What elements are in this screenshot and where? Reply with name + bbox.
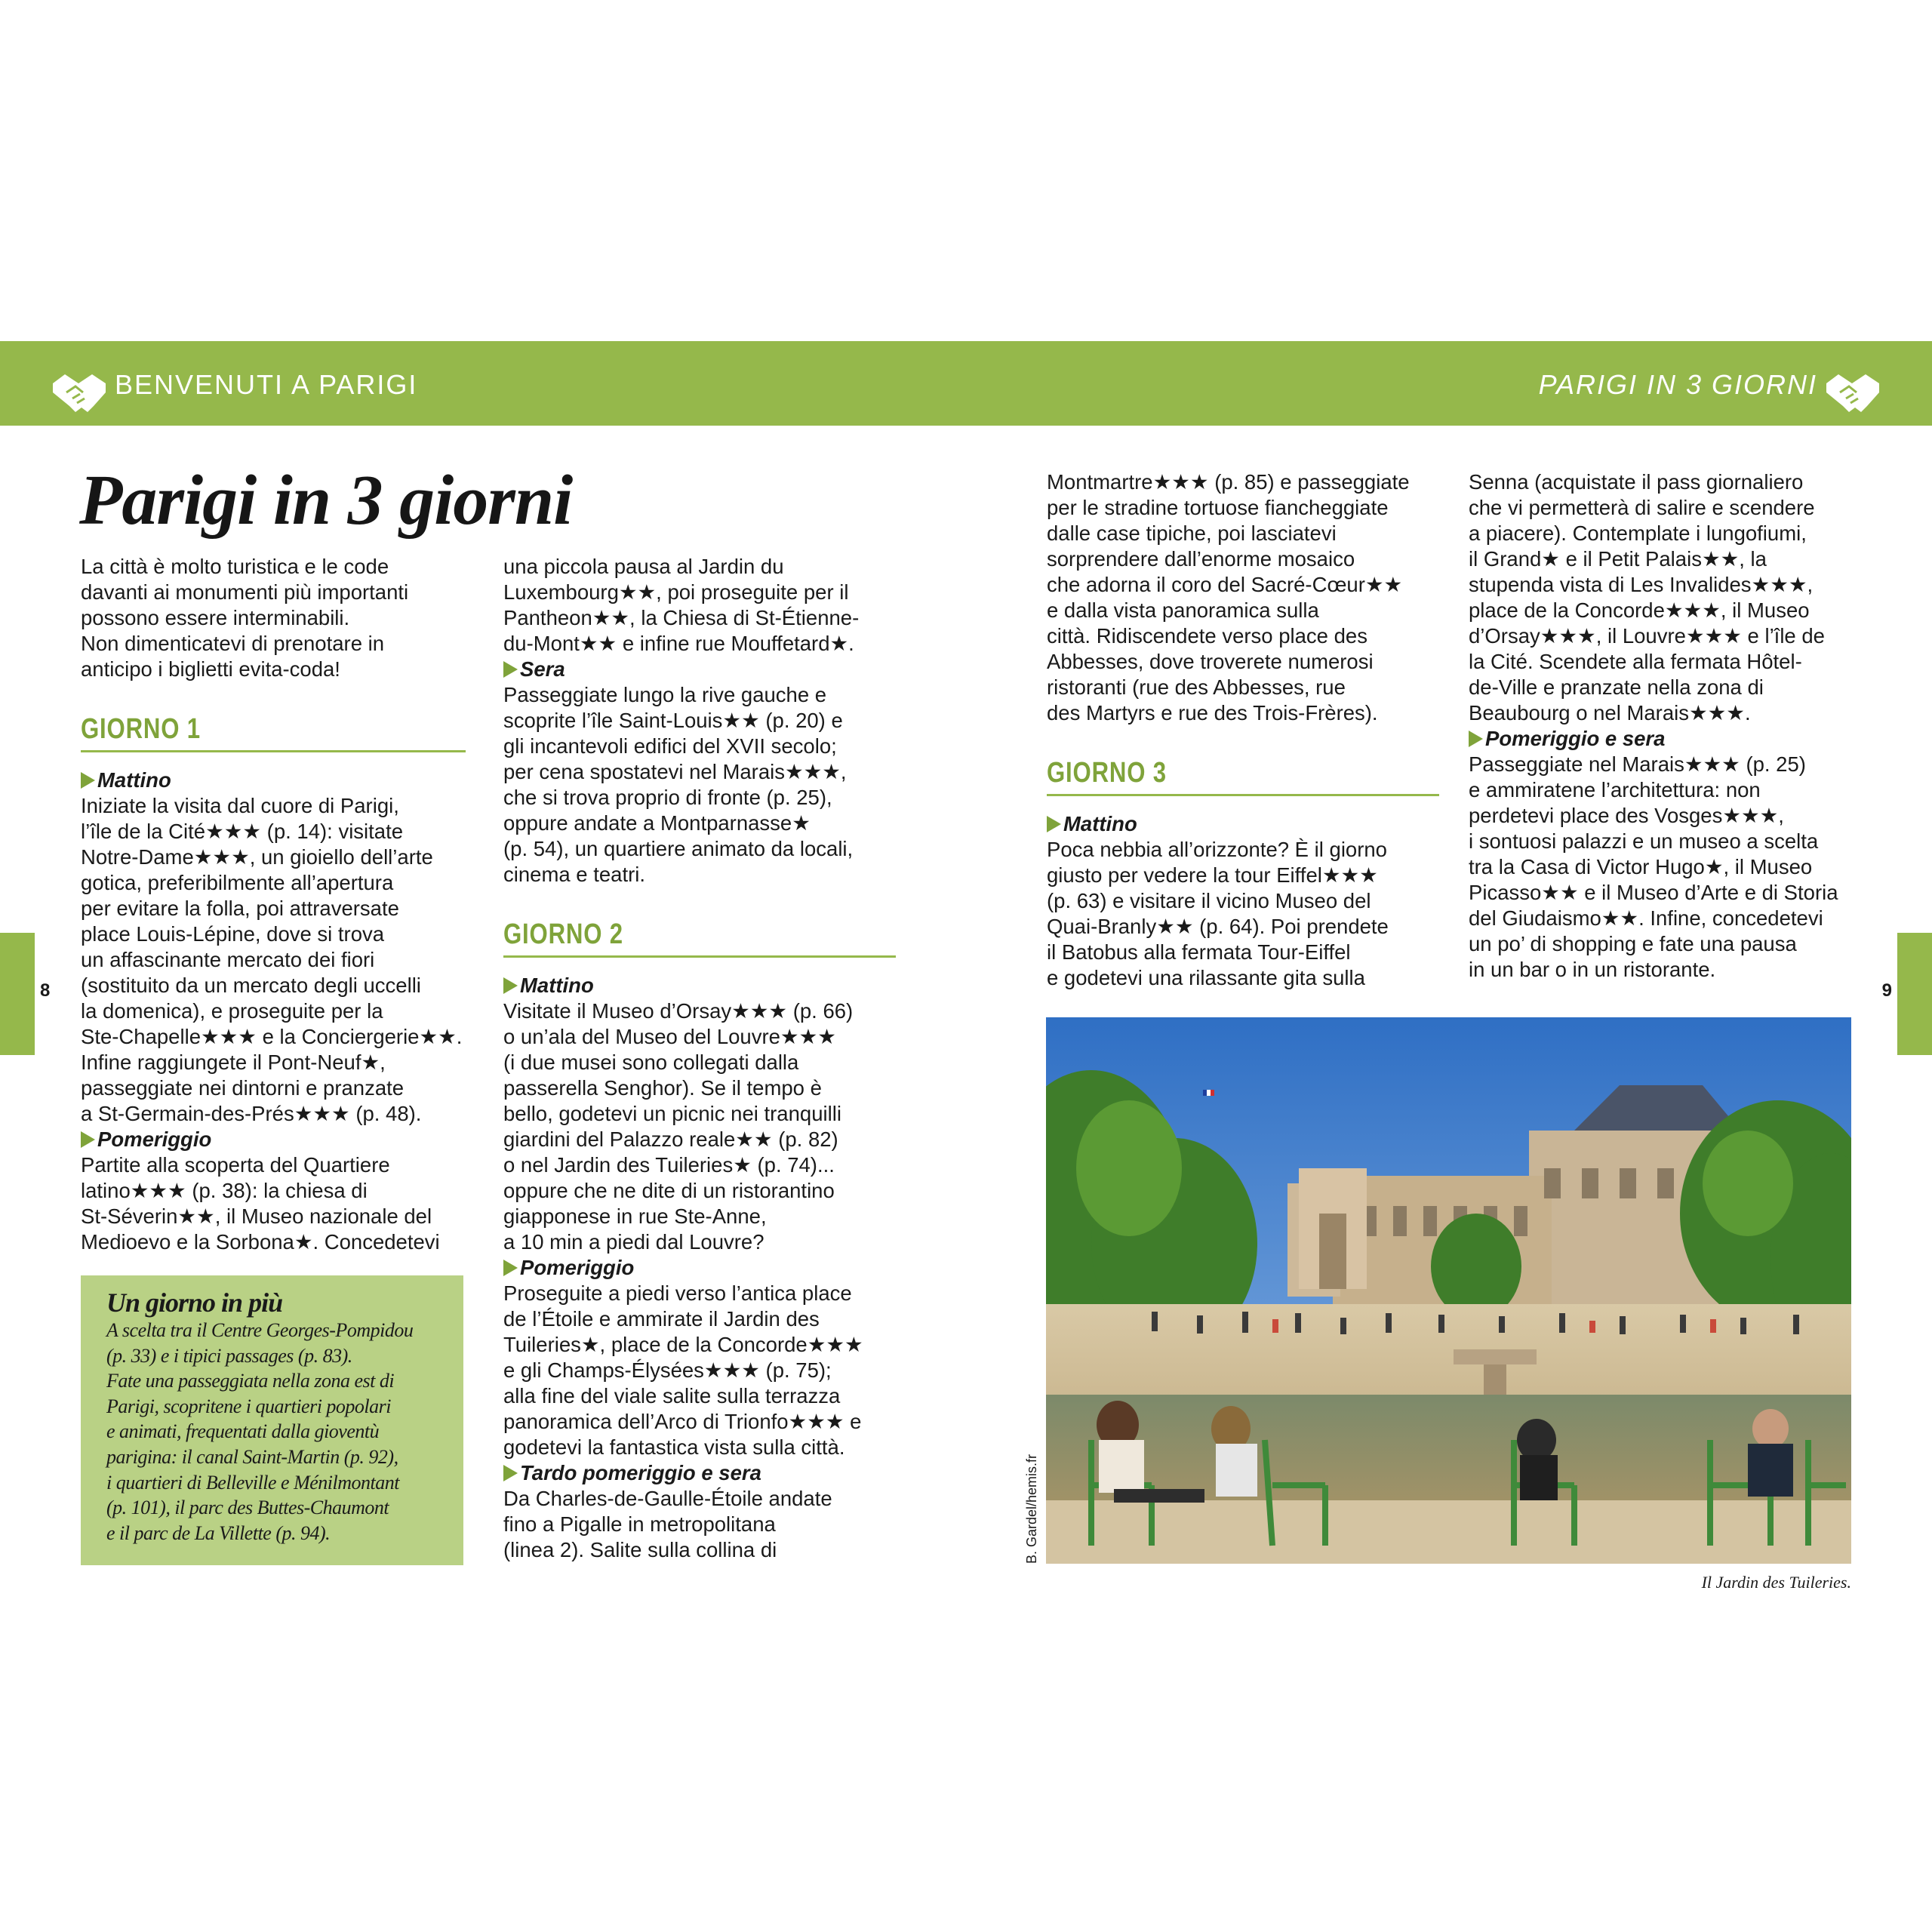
handshake-icon <box>50 370 109 415</box>
subheading <box>503 1255 896 1281</box>
text-line: (p. 63) e visitare il vicino Museo del <box>1047 889 1371 912</box>
tuileries-photo <box>1046 1017 1851 1564</box>
text-line: giapponese in rue Ste-Anne, <box>503 1204 767 1228</box>
text-line: ristoranti (rue des Abbesses, rue <box>1047 675 1346 699</box>
subheading <box>1469 726 1861 752</box>
text-line: Medioevo e la Sorbona★. Concedetevi <box>81 1230 440 1254</box>
text-line: (linea 2). Salite sulla collina di <box>503 1538 777 1561</box>
giorno1-heading: GIORNO 1 <box>81 713 201 745</box>
text-line: (i due musei sono collegati dalla <box>503 1051 799 1074</box>
text-line: Iniziate la visita dal cuore di Parigi, <box>81 794 399 817</box>
text-line: du-Mont★★ e infine rue Mouffetard★. <box>503 632 854 655</box>
column-1 <box>81 554 466 1255</box>
text-line: in un bar o in un ristorante. <box>1469 958 1716 981</box>
text-line: e gli Champs-Élysées★★★ (p. 75); <box>503 1358 832 1382</box>
text-line: des Martyrs e rue des Trois-Frères). <box>1047 701 1378 724</box>
triangle-icon <box>503 661 518 678</box>
text-line: passerella Senghor). Se il tempo è <box>503 1076 822 1100</box>
text-line: un po’ di shopping e fate una pausa <box>1469 932 1797 955</box>
subheading <box>81 1127 466 1152</box>
text-line: del Giudaismo★★. Infine, concedetevi <box>1469 906 1823 930</box>
text-line: Poca nebbia all’orizzonte? È il giorno <box>1047 838 1387 861</box>
text-line: che adorna il coro del Sacré-Cœur★★ <box>1047 573 1403 596</box>
photo-credit: B. Gardel/hemis.fr <box>1024 1454 1039 1564</box>
text-line: place Louis-Lépine, dove si trova <box>81 922 385 946</box>
text-line: St-Séverin★★, il Museo nazionale del <box>81 1204 432 1228</box>
col3-continuation <box>1047 469 1439 726</box>
text-line: che si trova proprio di fronte (p. 25), <box>503 786 832 809</box>
giorno2-mattino-text <box>503 998 896 1255</box>
text-line: Visitate il Museo d’Orsay★★★ (p. 66) <box>503 999 854 1023</box>
page-tab-right <box>1897 933 1932 1055</box>
photo-caption: Il Jardin des Tuileries. <box>1701 1573 1851 1592</box>
text-line: fino a Pigalle in metropolitana <box>503 1512 776 1536</box>
text-line: (sostituito da un mercato degli uccelli <box>81 974 421 997</box>
text-line: Ste-Chapelle★★★ e la Conciergerie★★. <box>81 1025 463 1048</box>
text-line: e animati, frequentati dalla gioventù <box>106 1420 380 1443</box>
text-line: davanti ai monumenti più importanti <box>81 580 409 604</box>
triangle-icon <box>503 977 518 994</box>
triangle-icon <box>1047 816 1061 832</box>
text-line: parigina: il canal Saint-Martin (p. 92), <box>106 1445 398 1468</box>
page-number-right: 9 <box>1881 980 1892 1001</box>
text-line: panoramica dell’Arco di Trionfo★★★ e <box>503 1410 862 1433</box>
text-line: la Cité. Scendete alla fermata Hôtel- <box>1469 650 1802 673</box>
subheading-label: Mattino <box>1063 812 1137 835</box>
text-line: perdetevi place des Vosges★★★, <box>1469 804 1784 827</box>
subheading-label: Mattino <box>97 768 171 792</box>
text-line: l’île de la Cité★★★ (p. 14): visitate <box>81 820 404 843</box>
text-line: Montmartre★★★ (p. 85) e passeggiate <box>1047 470 1410 494</box>
page-title: Parigi in 3 giorni <box>79 461 573 540</box>
text-line: latino★★★ (p. 38): la chiesa di <box>81 1179 368 1202</box>
section-rule <box>1047 794 1439 796</box>
subheading <box>81 768 466 793</box>
text-line: per evitare la folla, poi attraversate <box>81 897 399 920</box>
text-line: (p. 54), un quartiere animato da locali, <box>503 837 854 860</box>
text-line: un affascinante mercato dei fiori <box>81 948 375 971</box>
subheading <box>503 973 896 998</box>
text-line: A scelta tra il Centre Georges-Pompidou <box>106 1319 414 1341</box>
subheading-label: Sera <box>520 657 565 681</box>
giorno2-heading: GIORNO 2 <box>503 918 623 950</box>
text-line: gli incantevoli edifici del XVII secolo; <box>503 734 837 758</box>
giorno1-mattino-text <box>81 793 466 1127</box>
text-line: alla fine del viale salite sulla terrazza <box>503 1384 841 1407</box>
text-line: Passeggiate nel Marais★★★ (p. 25) <box>1469 752 1806 776</box>
text-line: sorprendere dall’enorme mosaico <box>1047 547 1355 571</box>
text-line: o un’ala del Museo del Louvre★★★ <box>503 1025 836 1048</box>
subheading <box>503 1460 896 1486</box>
text-line: cinema e teatri. <box>503 863 646 886</box>
text-line: Quai-Branly★★ (p. 64). Poi prendete <box>1047 915 1389 938</box>
text-line: Senna (acquistate il pass giornaliero <box>1469 470 1804 494</box>
text-line: Fate una passeggiata nella zona est di <box>106 1370 395 1392</box>
text-line: de-Ville e pranzate nella zona di <box>1469 675 1764 699</box>
col4-continuation <box>1469 469 1861 726</box>
text-line: oppure andate a Montparnasse★ <box>503 811 811 835</box>
column-4 <box>1469 469 1861 983</box>
text-line: Abbesses, dove troverete numerosi <box>1047 650 1374 673</box>
text-line: il Batobus alla fermata Tour-Eiffel <box>1047 940 1351 964</box>
text-line: per cena spostatevi nel Marais★★★, <box>503 760 847 783</box>
text-line: e dalla vista panoramica sulla <box>1047 598 1319 622</box>
text-line: città. Ridiscendete verso place des <box>1047 624 1367 648</box>
subheading-label: Pomeriggio <box>97 1128 212 1151</box>
text-line: Passeggiate lungo la rive gauche e <box>503 683 827 706</box>
text-line: (p. 33) e i tipici passages (p. 83). <box>106 1344 352 1367</box>
text-line: bello, godetevi un picnic nei tranquilli <box>503 1102 841 1125</box>
giorno3-heading: GIORNO 3 <box>1047 757 1167 789</box>
text-line: place de la Concorde★★★, il Museo <box>1469 598 1810 622</box>
running-head-right: PARIGI IN 3 GIORNI <box>1538 369 1817 400</box>
text-line: scoprite l’île Saint-Louis★★ (p. 20) e <box>503 709 843 732</box>
text-line: oppure che ne dite di un ristorantino <box>503 1179 835 1202</box>
subheading-label: Mattino <box>520 974 594 997</box>
giorno3-pomeriggio-text <box>1469 752 1861 983</box>
intro-text <box>81 554 466 682</box>
text-line: Pantheon★★, la Chiesa di St-Étienne- <box>503 606 860 629</box>
giorno1-sera-text <box>503 682 896 888</box>
text-line: Parigi, scopritene i quartieri popolari <box>106 1395 391 1417</box>
text-line: o nel Jardin des Tuileries★ (p. 74)... <box>503 1153 835 1177</box>
text-line: godetevi la fantastica vista sulla città. <box>503 1435 845 1459</box>
triangle-icon <box>81 1131 95 1148</box>
column-3 <box>1047 469 1439 991</box>
text-line: anticipo i biglietti evita-coda! <box>81 657 340 681</box>
text-line: e godetevi una rilassante gita sulla <box>1047 966 1365 989</box>
page-number-left: 8 <box>40 980 51 1001</box>
text-line: e ammiratene l’architettura: non <box>1469 778 1761 801</box>
triangle-icon <box>81 772 95 789</box>
box-title: Un giorno in più <box>106 1287 283 1318</box>
text-line: Infine raggiungete il Pont-Neuf★, <box>81 1051 386 1074</box>
text-line: giusto per vedere la tour Eiffel★★★ <box>1047 863 1378 887</box>
subheading-label: Pomeriggio e sera <box>1485 727 1666 750</box>
text-line: Luxembourg★★, poi proseguite per il <box>503 580 849 604</box>
text-line: passeggiate nei dintorni e pranzate <box>81 1076 405 1100</box>
text-line: stupenda vista di Les Invalides★★★, <box>1469 573 1814 596</box>
text-line: (p. 101), il parc des Buttes-Chaumont <box>106 1497 389 1519</box>
text-line: il Grand★ e il Petit Palais★★, la <box>1469 547 1767 571</box>
text-line: a 10 min a piedi dal Louvre? <box>503 1230 764 1254</box>
text-line: Non dimenticatevi di prenotare in <box>81 632 385 655</box>
text-line: dalle case tipiche, poi lasciatevi <box>1047 521 1337 545</box>
text-line: Tuileries★, place de la Concorde★★★ <box>503 1333 863 1356</box>
text-line: a piacere). Contemplate i lungofiumi, <box>1469 521 1807 545</box>
text-line: La città è molto turistica e le code <box>81 555 389 578</box>
text-line: giardini del Palazzo reale★★ (p. 82) <box>503 1128 838 1151</box>
text-line: possono essere interminabili. <box>81 606 350 629</box>
triangle-icon <box>503 1465 518 1481</box>
text-line: Da Charles-de-Gaulle-Étoile andate <box>503 1487 832 1510</box>
sidebar-box <box>81 1275 463 1565</box>
running-head-left: BENVENUTI A PARIGI <box>115 369 418 400</box>
text-line: Notre-Dame★★★, un gioiello dell’arte <box>81 845 433 869</box>
text-line: Picasso★★ e il Museo d’Arte e di Storia <box>1469 881 1838 904</box>
subheading-label: Tardo pomeriggio e sera <box>520 1461 761 1484</box>
giorno2-tardo-text <box>503 1486 896 1563</box>
page-tab-left <box>0 933 35 1055</box>
text-line: d’Orsay★★★, il Louvre★★★ e l’île de <box>1469 624 1825 648</box>
col2-continuation <box>503 554 896 657</box>
subheading <box>503 657 896 682</box>
text-line: i quartieri di Belleville e Ménilmontant <box>106 1471 399 1494</box>
text-line: che vi permetterà di salire e scendere <box>1469 496 1815 519</box>
text-line: e il parc de La Villette (p. 94). <box>106 1521 331 1544</box>
text-line: la domenica), e proseguite per la <box>81 999 383 1023</box>
triangle-icon <box>1469 731 1483 747</box>
section-rule <box>81 750 466 752</box>
text-line: gotica, preferibilmente all’apertura <box>81 871 394 894</box>
box-text <box>106 1318 442 1546</box>
subheading <box>1047 811 1439 837</box>
text-line: Beaubourg o nel Marais★★★. <box>1469 701 1751 724</box>
text-line: de l’Étoile e ammirate il Jardin des <box>503 1307 820 1331</box>
text-line: Partite alla scoperta del Quartiere <box>81 1153 390 1177</box>
section-rule <box>503 955 896 958</box>
giorno3-mattino-text <box>1047 837 1439 991</box>
text-line: una piccola pausa al Jardin du <box>503 555 784 578</box>
text-line: i sontuosi palazzi e un museo a scelta <box>1469 829 1819 853</box>
text-line: per le stradine tortuose fiancheggiate <box>1047 496 1389 519</box>
triangle-icon <box>503 1260 518 1276</box>
handshake-icon <box>1823 370 1882 415</box>
text-line: Proseguite a piedi verso l’antica place <box>503 1281 852 1305</box>
giorno1-pomeriggio-text <box>81 1152 466 1255</box>
column-2 <box>503 554 896 1563</box>
text-line: a St-Germain-des-Prés★★★ (p. 48). <box>81 1102 422 1125</box>
subheading-label: Pomeriggio <box>520 1256 635 1279</box>
giorno2-pomeriggio-text <box>503 1281 896 1460</box>
text-line: tra la Casa di Victor Hugo★, il Museo <box>1469 855 1813 878</box>
